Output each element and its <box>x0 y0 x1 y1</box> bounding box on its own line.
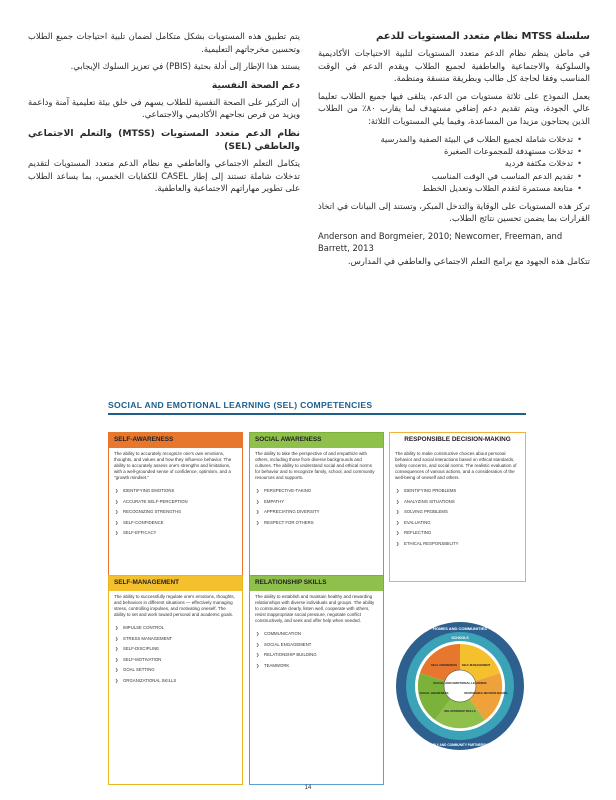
skill-item: ❯ ETHICAL RESPONSIBILITY <box>404 539 520 550</box>
skill-item: ❯ ORGANIZATIONAL SKILLS <box>123 676 237 687</box>
skill-item: ❯ REFLECTING <box>404 528 520 539</box>
skill-item: ❯ TEAMWORK <box>264 661 378 672</box>
skill-item: ❯ SOCIAL ENGAGEMENT <box>264 640 378 651</box>
skill-item: ❯ COMMUNICATION <box>264 629 378 640</box>
paragraph: يعمل النموذج على ثلاثة مستويات من الدعم، يتلقى فيها جميع الطلاب تعليما عالي الجودة، ويتم تقديم دعم إضافي مستهدف لما يقارب ٨٠٪ من الطلاب الذين يحتاجون مزيدا من المساعدة، وفيما يلي المستويات الثلاثة: <box>318 90 590 126</box>
outer-label: HOMES AND COMMUNITIES <box>433 626 487 631</box>
tier-list <box>318 133 590 195</box>
skill-item: ❯ IDENTIFYING EMOTIONS <box>123 486 237 497</box>
skill-list <box>109 621 242 686</box>
box-title: RESPONSIBLE DECISION-MAKING <box>390 433 525 448</box>
skill-list <box>390 484 525 549</box>
skill-item: ❯ RECOGNIZING STRENGTHS <box>123 507 237 518</box>
box-title: SOCIAL AWARENESS <box>250 433 383 448</box>
paragraph: يستند هذا الإطار إلى أدلة بحثية (PBIS) في تعزيز السلوك الإيجابي. <box>70 61 300 72</box>
self-awareness-box <box>108 432 243 582</box>
school-label: SCHOOLS <box>451 636 469 640</box>
skill-item: ❯ STRESS MANAGEMENT <box>123 634 237 645</box>
skill-item: ❯ IDENTIFYING PROBLEMS <box>404 486 520 497</box>
paragraph: يتكامل التعلم الاجتماعي والعاطفي مع نظام الدعم متعدد المستويات لتقديم تدخلات شاملة تستند إلى إطار CASEL للكفايات الخمس، بما يساعد الطلاب على تطوير مهاراتهم الاجتماعية والعاطفية. <box>28 157 300 194</box>
segment-label: RESPONSIBLE DECISION-MAKING <box>464 692 508 695</box>
relationship-skills-box <box>249 575 384 785</box>
skill-list <box>250 627 383 671</box>
paragraph: في ماطن ينظم نظام الدعم متعدد المستويات لتلبية الاحتياجات الأكاديمية والسلوكية والاجتماعية والعاطفية لجميع الطلاب ويقدم الدعم في الوقت المناسب وفقا لحاجة كل طالب وبطريقة منسقة ومنظمة. <box>318 48 590 84</box>
paragraph: تركز هذه المستويات على الوقاية والتدخل المبكر، وتستند إلى البيانات في اتخاذ القرارات بما يضمن تحسين نتائج الطلاب. <box>318 200 590 224</box>
box-title: SELF-MANAGEMENT <box>109 576 242 591</box>
subheading-mtss-sel: نظام الدعم متعدد المستويات (MTSS) والتعلم الاجتماعي والعاطفي (SEL) <box>28 127 300 152</box>
box-title: SELF-AWARENESS <box>109 433 242 448</box>
paragraph: إن التركيز على الصحة النفسية للطلاب يسهم في خلق بيئة تعليمية آمنة وداعمة ويزيد من فرص نجاحهم الأكاديمي والاجتماعي. <box>28 96 300 120</box>
segment-label: SELF-AWARENESS <box>431 663 457 667</box>
skill-item: ❯ RESPECT FOR OTHERS <box>264 518 378 529</box>
list-item: • تدخلات مستهدفة للمجموعات الصغيرة <box>318 145 582 157</box>
self-management-box <box>108 575 243 785</box>
segment-label: RELATIONSHIP SKILLS <box>444 709 476 713</box>
page-number: 14 <box>304 785 312 791</box>
social-awareness-box <box>249 432 384 582</box>
paragraph: يتم تطبيق هذه المستويات بشكل متكامل لضمان تلبية احتياجات جميع الطلاب وتحسين مخرجاتهم التعليمية. <box>28 31 300 54</box>
paragraph: تتكامل هذه الجهود مع برامج التعلم الاجتماعي والعاطفي في المدارس. <box>347 255 590 266</box>
casel-wheel-diagram <box>394 620 526 752</box>
skill-item: ❯ EVALUATING <box>404 518 520 529</box>
skill-item: ❯ ACCURATE SELF-PERCEPTION <box>123 497 237 508</box>
skill-item: ❯ PERSPECTIVE-TAKING <box>264 486 378 497</box>
segment-label: SOCIAL AWARENESS <box>419 691 449 695</box>
list-item: • تدخلات مكثفة فردية <box>318 157 582 169</box>
skill-item: ❯ SELF-DISCIPLINE <box>123 644 237 655</box>
box-description: The ability to accurately recognize one's own emotions, thoughts, and values and how they influence behavior. The ability to accurately assess one's strengths and limitations, with a well-grounded sense of confidence, optimism, and a "growth mindset." <box>114 451 232 481</box>
box-description: The ability to successfully regulate one's emotions, thoughts, and behaviors in different situations — effectively managing stress, controlling impulses, and motivating oneself. The ability to set and work toward personal and academic goals. <box>114 594 235 618</box>
skill-item: ❯ GOAL SETTING <box>123 665 237 676</box>
list-item: • تدخلات شاملة لجميع الطلاب في البيئة الصفية والمدرسية <box>318 133 582 145</box>
skill-item: ❯ SELF-CONFIDENCE <box>123 518 237 529</box>
subheading-mental-health: دعم الصحة النفسية <box>211 79 300 91</box>
skill-item: ❯ APPRECIATING DIVERSITY <box>264 507 378 518</box>
responsible-decision-making-box <box>389 432 526 582</box>
box-description: The ability to make constructive choices about personal behavior and social interactions based on ethical standards, safety concerns, and social norms. The realistic evaluation of consequences of various actions, and a consideration of the well-being of oneself and others. <box>395 451 517 481</box>
bottom-label: FAMILY AND COMMUNITY PARTNERSHIPS <box>427 743 493 747</box>
center-label: SOCIAL AND EMOTIONAL LEARNING <box>433 681 487 685</box>
title-rule <box>108 413 526 415</box>
skill-item: ❯ IMPULSE CONTROL <box>123 623 237 634</box>
left-text-column <box>28 30 300 200</box>
box-title: RELATIONSHIP SKILLS <box>250 576 383 591</box>
skill-item: ❯ RELATIONSHIP BUILDING <box>264 650 378 661</box>
skill-list <box>109 484 242 539</box>
skill-item: ❯ SOLVING PROBLEMS <box>404 507 520 518</box>
right-text-column <box>318 30 590 273</box>
figure-title: SOCIAL AND EMOTIONAL LEARNING (SEL) COMPETENCIES <box>108 400 373 410</box>
skill-item: ❯ SELF-EFFICACY <box>123 528 237 539</box>
citation: Anderson and Borgmeier, 2010; Newcomer, Freeman, and Barrett, 2013 <box>318 230 563 254</box>
box-description: The ability to take the perspective of and empathize with others, including those from diverse backgrounds and cultures. The ability to understand social and ethical norms for behavior and to recognize family, school, and community resources and supports. <box>255 451 375 481</box>
skill-item: ❯ SELF-MOTIVATION <box>123 655 237 666</box>
list-item: • متابعة مستمرة لتقدم الطلاب وتعديل الخطط <box>318 182 582 194</box>
list-item: • تقديم الدعم المناسب في الوقت المناسب <box>318 170 582 182</box>
section-heading-mtss: سلسلة MTSS نظام متعدد المستويات للدعم <box>375 31 590 42</box>
box-description: The ability to establish and maintain healthy and rewarding relationships with diverse individuals and groups. The ability to communicate clearly, listen well, cooperate with others, resist inappropriate social pressure, negotiate conflict constructively, and seek and offer help when needed. <box>255 594 375 624</box>
skill-item: ❯ EMPATHY <box>264 497 378 508</box>
skill-list <box>250 484 383 528</box>
skill-item: ❯ ANALYZING SITUATIONS <box>404 497 520 508</box>
center-circle <box>444 670 476 702</box>
sel-competencies-figure <box>96 400 532 785</box>
segment-label: SELF-MANAGEMENT <box>461 663 491 667</box>
